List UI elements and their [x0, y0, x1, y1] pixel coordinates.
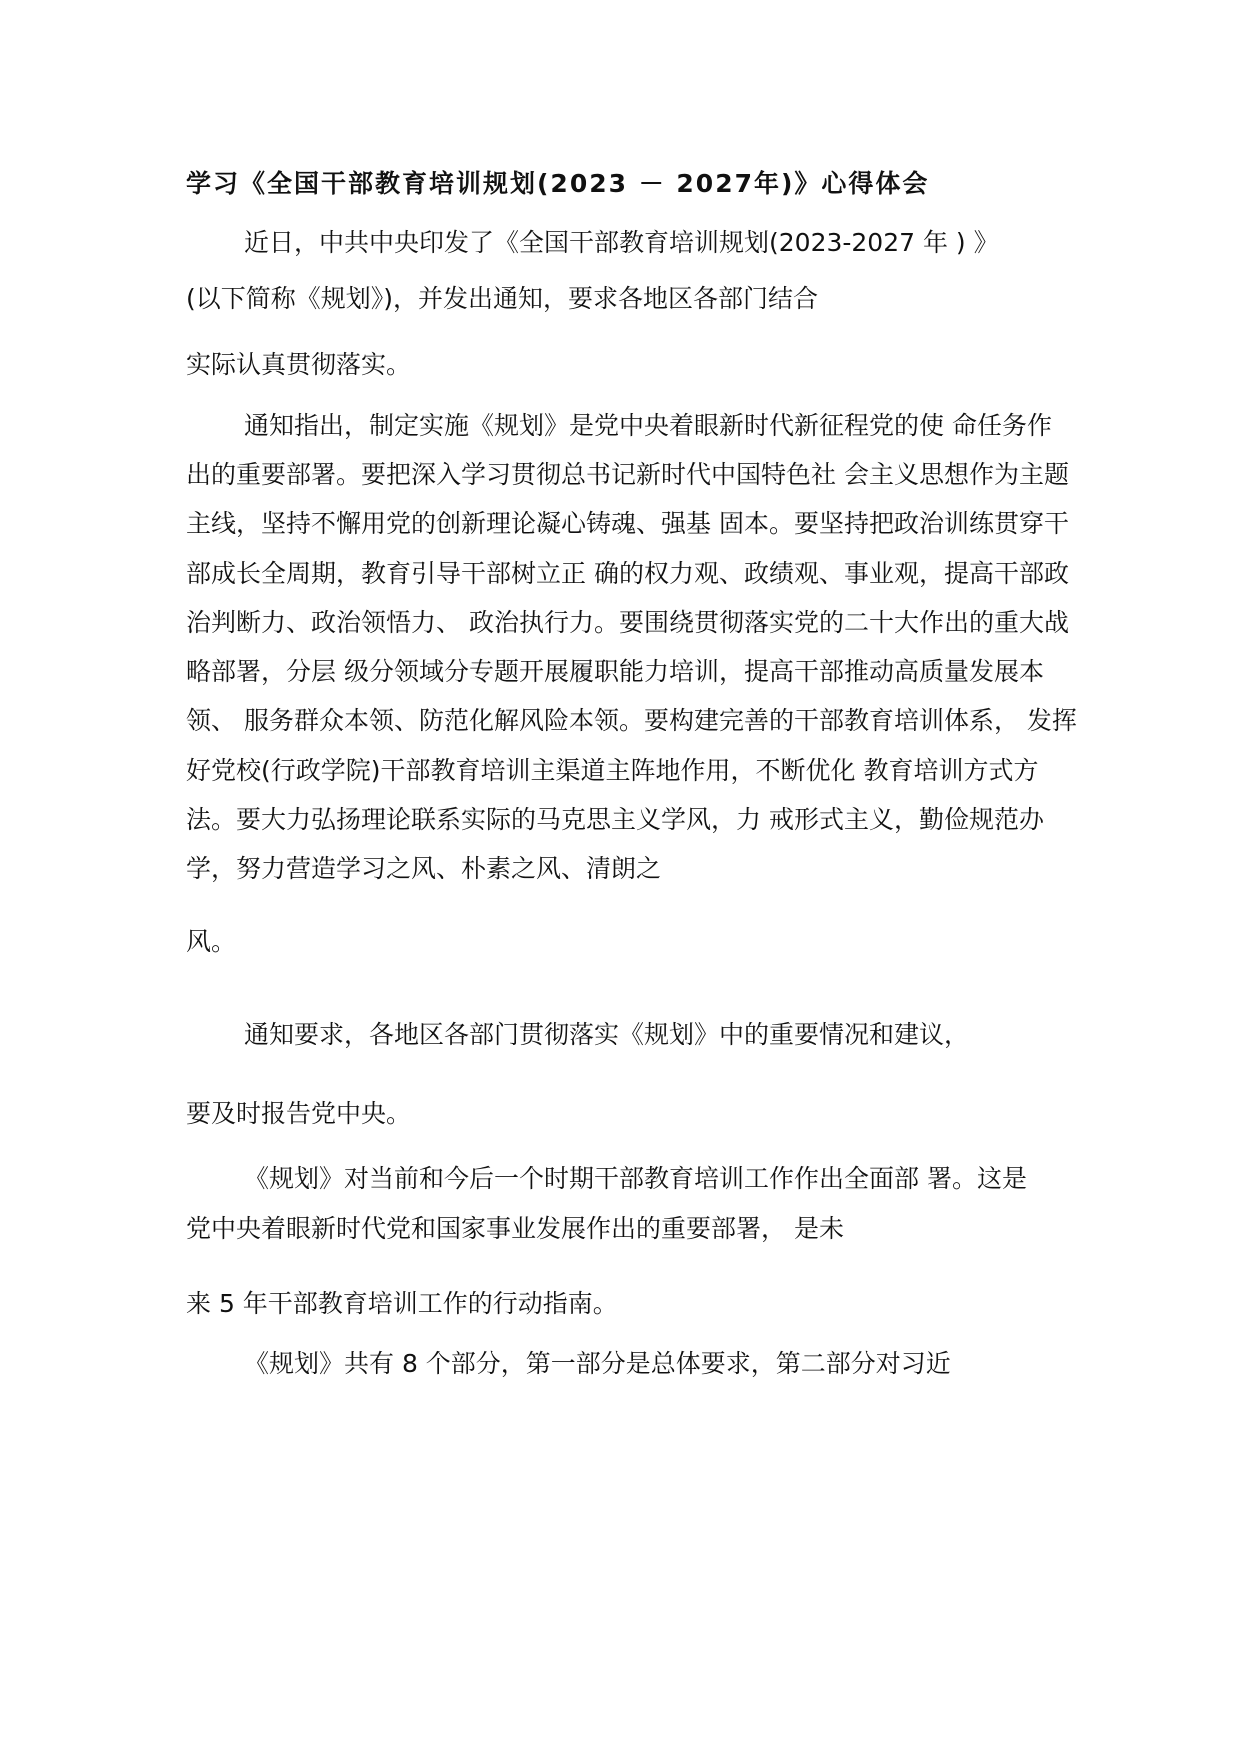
- paragraph-line: 治判断力、政治领悟力、 政治执行力。要围绕贯彻落实党的二十大作出的重大战: [186, 608, 1069, 637]
- paragraph-line: 党中央着眼新时代党和国家事业发展作出的重要部署， 是未: [186, 1214, 844, 1243]
- paragraph-line: 领、 服务群众本领、防范化解风险本领。要构建完善的干部教育培训体系， 发挥: [186, 706, 1077, 735]
- paragraph-line: 通知指出，制定实施《规划》是党中央着眼新时代新征程党的使 命任务作: [244, 411, 1052, 440]
- paragraph-line: 要及时报告党中央。: [186, 1099, 412, 1128]
- document-title: 学习《全国干部教育培训规划(2023 － 2027年)》心得体会: [186, 169, 930, 198]
- paragraph-line: 部成长全周期，教育引导干部树立正 确的权力观、政绩观、事业观，提高干部政: [186, 559, 1069, 588]
- paragraph-line: 来 5 年干部教育培训工作的行动指南。: [186, 1289, 618, 1318]
- paragraph-line: 学，努力营造学习之风、朴素之风、清朗之: [186, 854, 662, 883]
- paragraph-line: 《规划》对当前和今后一个时期干部教育培训工作作出全面部 署。这是: [244, 1164, 1027, 1193]
- paragraph-line: 风。: [186, 927, 237, 956]
- paragraph-line: 主线，坚持不懈用党的创新理论凝心铸魂、强基 固本。要坚持把政治训练贯穿干: [186, 509, 1069, 538]
- paragraph-line: 通知要求，各地区各部门贯彻落实《规划》中的重要情况和建议，: [244, 1020, 970, 1049]
- paragraph-line: (以下简称《规划》)，并发出通知，要求各地区各部门结合: [186, 284, 819, 313]
- paragraph-line: 好党校(行政学院)干部教育培训主渠道主阵地作用，不断优化 教育培训方式方: [186, 756, 1039, 785]
- paragraph-line: 略部署，分层 级分领域分专题开展履职能力培训，提高干部推动高质量发展本: [186, 657, 1044, 686]
- paragraph-line: 出的重要部署。要把深入学习贯彻总书记新时代中国特色社 会主义思想作为主题: [186, 460, 1069, 489]
- paragraph-line: 《规划》共有 8 个部分，第一部分是总体要求，第二部分对习近: [244, 1349, 951, 1378]
- paragraph-line: 法。要大力弘扬理论联系实际的马克思主义学风，力 戒形式主义，勤俭规范办: [186, 805, 1044, 834]
- paragraph-line: 近日，中共中央印发了《全国干部教育培训规划(2023-2027 年 ) 》: [244, 228, 999, 257]
- paragraph-line: 实际认真贯彻落实。: [186, 350, 412, 379]
